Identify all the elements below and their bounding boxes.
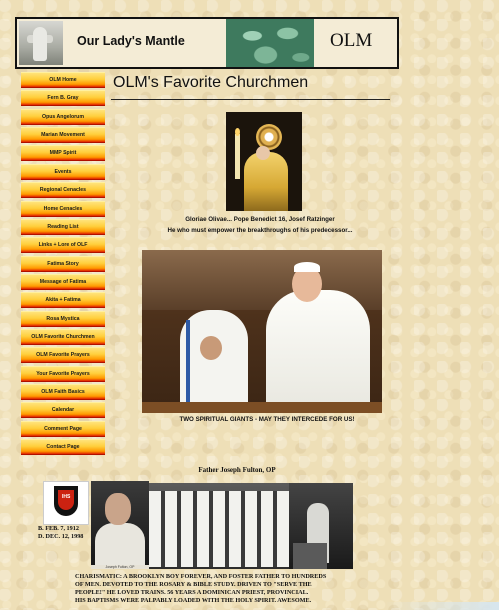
fulton-lectern-photo	[289, 483, 353, 569]
benedict-caption-line2: He who must empower the breakthroughs of his predecessor...	[167, 227, 353, 234]
nav-item-your-favorite-prayers[interactable]: Your Favorite Prayers	[21, 366, 105, 382]
nav-item-message-of-fatima[interactable]: Message of Fatima	[21, 274, 105, 290]
fulton-dates	[38, 525, 83, 541]
teresa-and-john-paul-photo	[142, 250, 382, 413]
sidebar-nav	[21, 72, 105, 458]
portrait-caption: Joseph Fulton, OP	[91, 565, 149, 569]
nav-item-contact-page[interactable]: Contact Page	[21, 439, 105, 455]
site-header	[15, 17, 399, 69]
nav-item-rosa-mystica[interactable]: Rosa Mystica	[21, 311, 105, 327]
bio-line: HIS BAPTISMS WERE PALPABLY LOADED WITH THE HOLY SPIRIT. AWESOME.	[75, 597, 312, 605]
bio-line: PEOPLE!" HE LOVED TRAINS. 56 YEARS A DOMINICAN PRIEST, PROVINCIAL.	[75, 589, 309, 597]
nav-item-olm-faith-basics[interactable]: OLM Faith Basics	[21, 384, 105, 400]
fulton-portrait-photo	[91, 481, 149, 569]
title-divider	[111, 99, 390, 100]
leaf-image	[226, 19, 314, 67]
death-date: D. DEC. 12, 1998	[38, 533, 84, 540]
nav-item-mmp-spirit[interactable]: MMP Spirit	[21, 145, 105, 161]
site-title[interactable]: Our Lady's Mantle	[77, 34, 185, 48]
nav-item-olm-favorite-prayers[interactable]: OLM Favorite Prayers	[21, 347, 105, 363]
bio-line: CHARISMATIC: A BROOKLYN BOY FOREVER, AND FOSTER FATHER TO HUNDREDS	[75, 573, 327, 580]
nav-item-olm-favorite-churchmen[interactable]: OLM Favorite Churchmen	[21, 329, 105, 345]
nav-item-fatima-story[interactable]: Fatima Story	[21, 256, 105, 272]
nav-item-akita-fatima[interactable]: Akita + Fatima	[21, 292, 105, 308]
nav-item-reading-list[interactable]: Reading List	[21, 219, 105, 235]
nav-item-comment-page[interactable]: Comment Page	[21, 421, 105, 437]
bio-line: OF MEN. DEVOTED TO THE ROSARY & BIBLE STUDY. DRIVEN TO "SERVE THE	[75, 581, 312, 589]
page-edge	[384, 602, 499, 610]
birth-date: B. FEB. 7, 1912	[38, 525, 79, 532]
nav-item-links-lore-of-olf[interactable]: Links + Lore of OLF	[21, 237, 105, 253]
benedict-caption	[150, 214, 370, 236]
statue-image	[19, 21, 63, 65]
nav-item-fern-b-gray[interactable]: Fern B. Gray	[21, 90, 105, 106]
nav-item-calendar[interactable]: Calendar	[21, 402, 105, 418]
pope-benedict-photo	[226, 112, 302, 211]
site-logo-text: OLM	[330, 30, 373, 51]
nav-item-home-cenacles[interactable]: Home Cenacles	[21, 201, 105, 217]
page-title: OLM's Favorite Churchmen	[113, 74, 309, 91]
fulton-bio	[75, 573, 375, 605]
benedict-caption-line1: Gloriae Olivae... Pope Benedict 16, Josef Ratzinger	[185, 216, 335, 223]
spiritual-giants-caption: TWO SPIRITUAL GIANTS - MAY THEY INTERCEDE FOR US!	[179, 416, 355, 423]
nav-item-regional-cenacles[interactable]: Regional Cenacles	[21, 182, 105, 198]
crest-text: IHS	[62, 494, 71, 500]
nav-item-events[interactable]: Events	[21, 164, 105, 180]
fulton-heading: Father Joseph Fulton, OP	[198, 466, 276, 474]
nav-item-opus-angelorum[interactable]: Opus Angelorum	[21, 109, 105, 125]
dominican-crest-image	[43, 481, 89, 525]
nav-item-marian-movement[interactable]: Marian Movement	[21, 127, 105, 143]
nav-item-olm-home[interactable]: OLM Home	[21, 72, 105, 88]
dominican-group-photo	[149, 483, 289, 569]
